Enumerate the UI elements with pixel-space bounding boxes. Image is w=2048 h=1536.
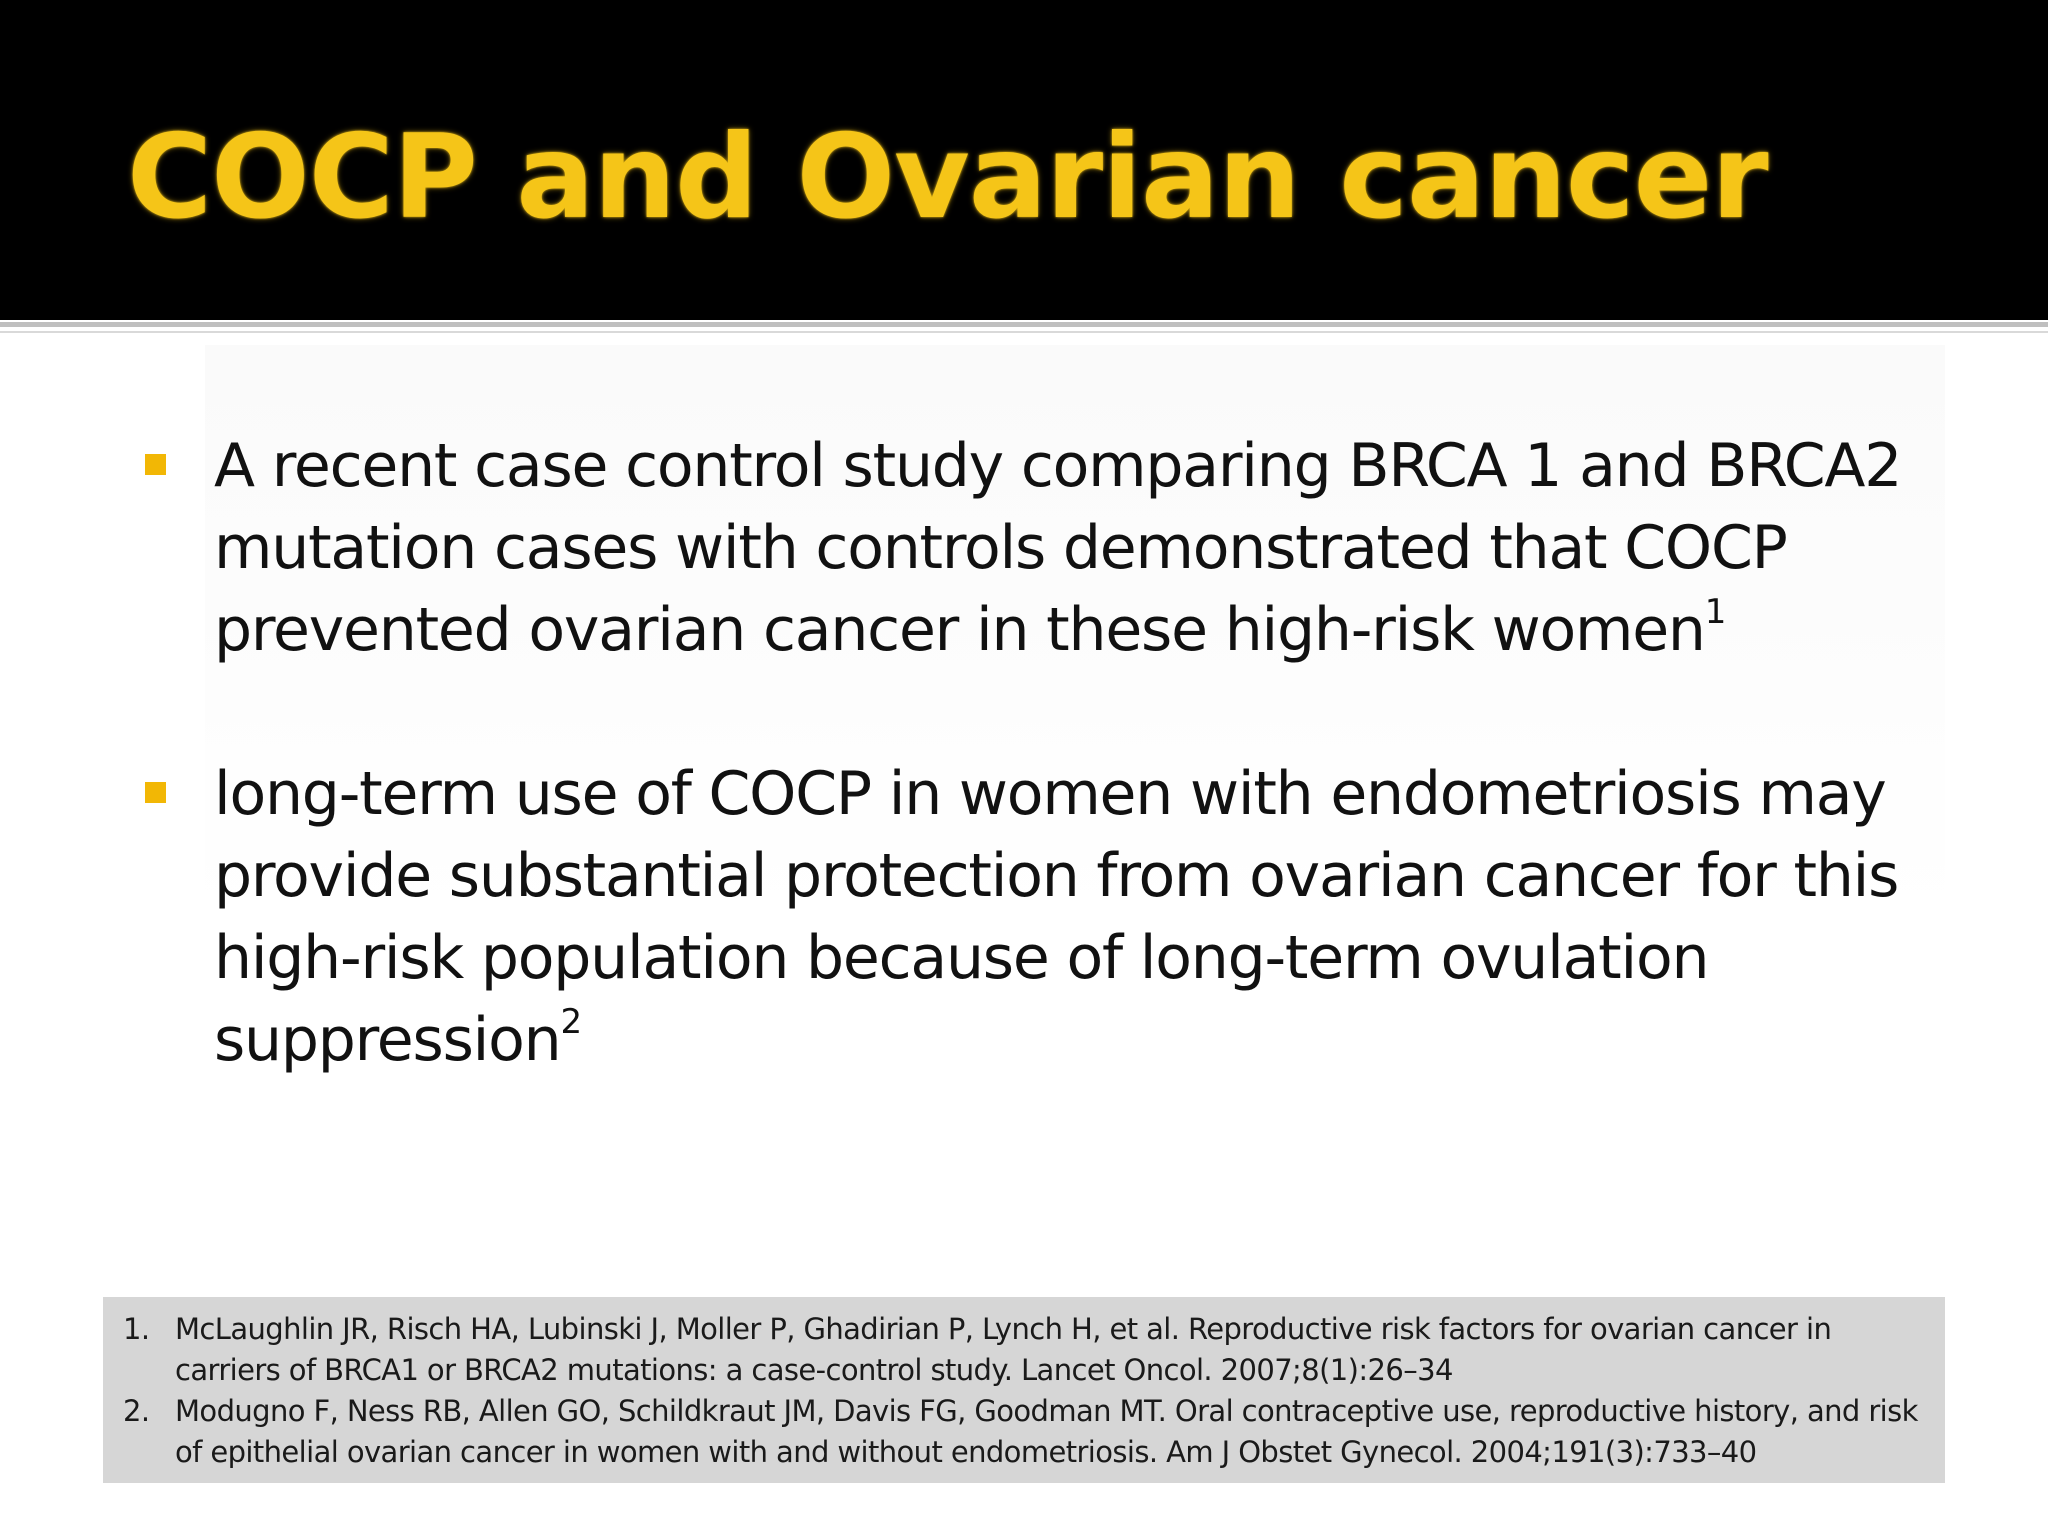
bullet-text xyxy=(214,753,1934,1081)
bullet-text-body: long-term use of COCP in women with endometriosis may provide substantial protection from ovarian cancer for this high-risk population because of long-term ovulation suppression xyxy=(214,759,1899,1075)
reference-number: 1. xyxy=(123,1312,150,1346)
title-bar xyxy=(0,0,2048,320)
citation-superscript: 2 xyxy=(560,1002,581,1042)
reference-text: McLaughlin JR, Risch HA, Lubinski J, Moller P, Ghadirian P, Lynch H, et al. Reproductive risk factors for ovarian cancer in carriers of BRCA1 or BRCA2 mutations: a case-control study. Lancet Oncol. 2007;8(1):26–34 xyxy=(175,1312,1832,1387)
citation-superscript: 1 xyxy=(1704,592,1726,632)
bullet-text xyxy=(214,425,1934,671)
reference-number: 2. xyxy=(123,1394,150,1428)
square-bullet-icon xyxy=(145,782,166,803)
title-divider-thin xyxy=(0,331,2048,333)
slide-title: COCP and Ovarian cancer xyxy=(127,110,1768,245)
references-box xyxy=(103,1297,1945,1483)
title-divider xyxy=(0,322,2048,327)
bullet-text-body: A recent case control study comparing BRCA 1 and BRCA2 mutation cases with controls demonstrated that COCP prevented ovarian cancer in these high-risk women xyxy=(214,431,1902,665)
square-bullet-icon xyxy=(145,454,166,475)
reference-text: Modugno F, Ness RB, Allen GO, Schildkraut JM, Davis FG, Goodman MT. Oral contraceptive use, reproductive history, and risk of epithelial ovarian cancer in women with and without endometriosis. Am J Obstet Gynecol. 2004;191(3):733–40 xyxy=(175,1394,1918,1469)
